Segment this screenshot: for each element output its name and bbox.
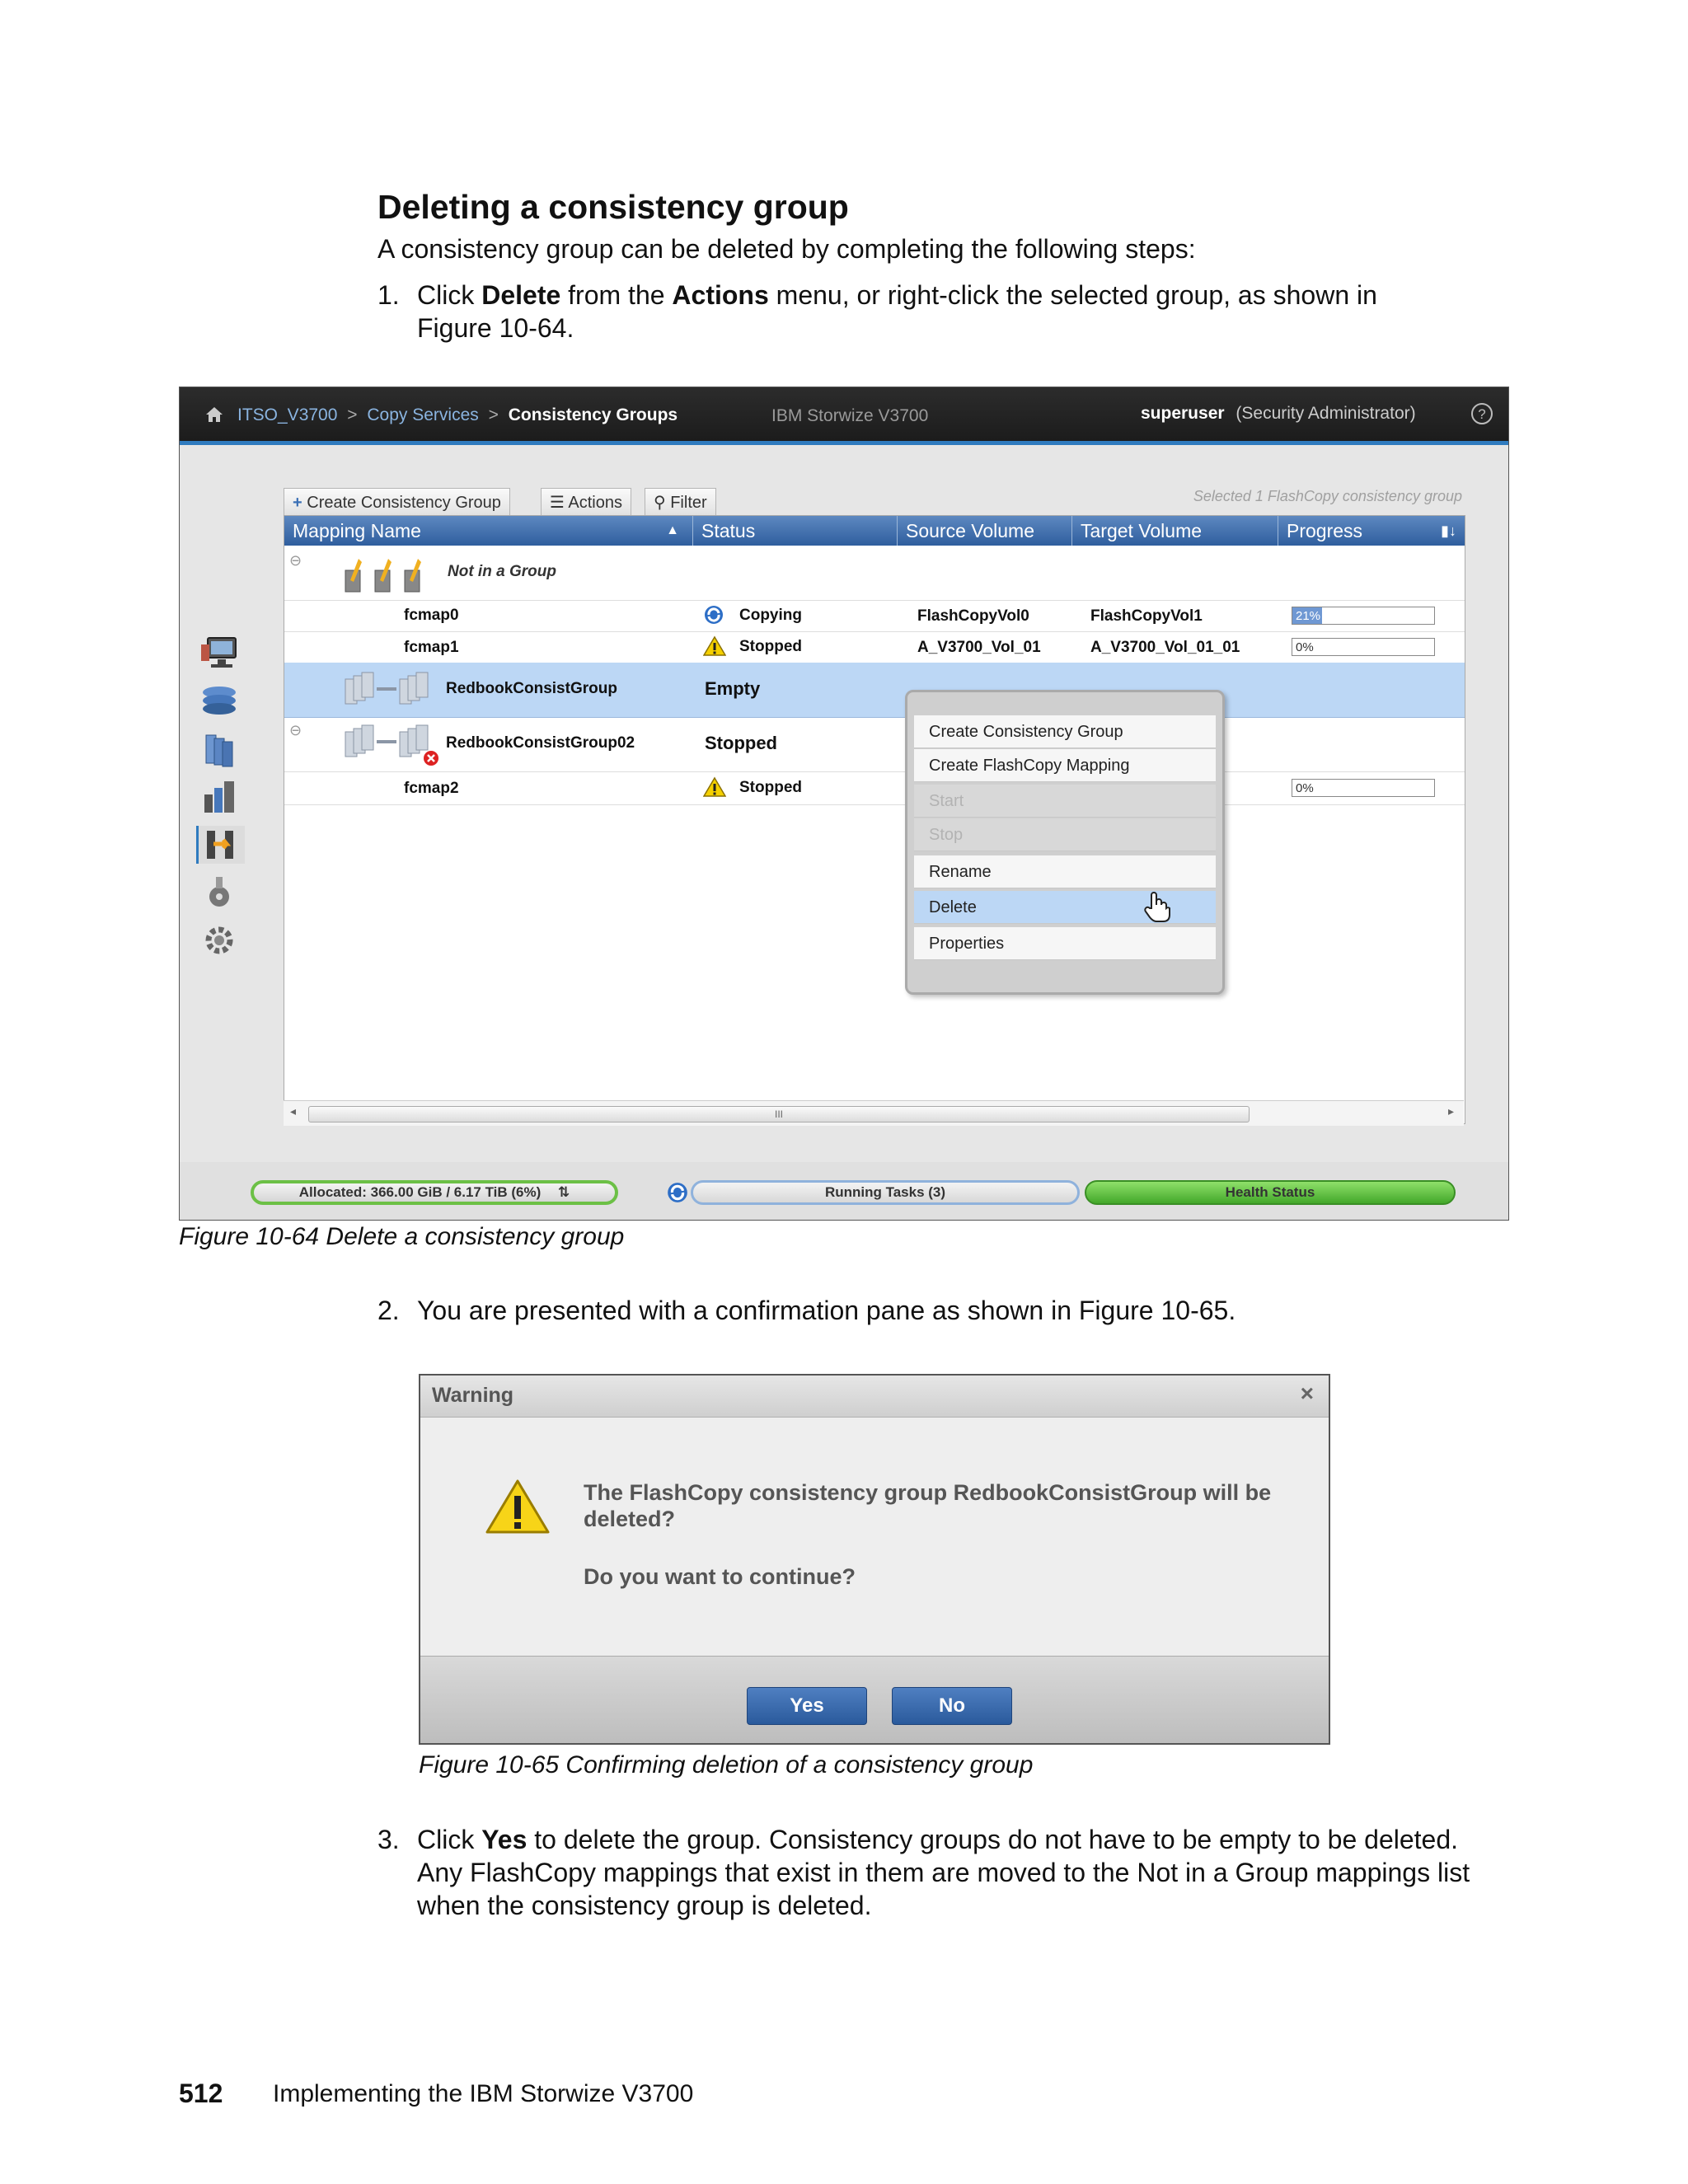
menu-item-delete[interactable]: Delete bbox=[914, 891, 1216, 924]
dialog-button-bar bbox=[420, 1656, 1329, 1744]
table-row-group-not-in-a-group[interactable] bbox=[284, 546, 1465, 601]
create-consistency-group-button[interactable]: + Create Consistency Group bbox=[284, 488, 510, 517]
top-bar bbox=[180, 387, 1508, 445]
help-icon[interactable] bbox=[1470, 402, 1493, 430]
dialog-question: Do you want to continue? bbox=[584, 1564, 856, 1589]
copy-services-icon[interactable] bbox=[196, 826, 245, 864]
menu-item-rename[interactable]: Rename bbox=[914, 855, 1216, 888]
scroll-thumb[interactable]: III bbox=[308, 1106, 1250, 1122]
book-title: Implementing the IBM Storwize V3700 bbox=[273, 2080, 694, 2107]
dialog-title: Warning bbox=[432, 1384, 514, 1407]
search-icon: ⚲ bbox=[654, 494, 666, 512]
mapping-status: Stopped bbox=[739, 638, 802, 655]
no-button[interactable]: No bbox=[892, 1687, 1012, 1725]
mapping-status: Stopped bbox=[739, 779, 802, 796]
collapse-icon[interactable]: ⊖ bbox=[289, 722, 302, 738]
table-row-fcmap0[interactable] bbox=[284, 600, 1465, 632]
svg-text:?: ? bbox=[1478, 406, 1486, 422]
settings-icon[interactable] bbox=[196, 921, 242, 959]
horizontal-scrollbar[interactable] bbox=[284, 1100, 1464, 1126]
product-name: IBM Storwize V3700 bbox=[771, 406, 929, 425]
hand-cursor-icon bbox=[1143, 890, 1171, 927]
scroll-left-icon[interactable]: ◂ bbox=[290, 1104, 297, 1118]
warning-icon bbox=[485, 1478, 551, 1540]
mapping-name: fcmap1 bbox=[404, 639, 459, 656]
source-volume: A_V3700_Vol_01 bbox=[917, 639, 1041, 656]
column-header-progress[interactable]: Progress ▮↓ bbox=[1278, 516, 1465, 546]
menu-item-stop[interactable]: Stop bbox=[914, 818, 1216, 851]
progress-bar bbox=[1292, 607, 1435, 625]
hosts-icon[interactable] bbox=[196, 778, 242, 816]
warning-icon bbox=[703, 635, 726, 662]
consistency-group-icon bbox=[342, 671, 433, 714]
breadcrumb-consistency-groups: Consistency Groups bbox=[508, 405, 678, 424]
grid-header bbox=[284, 516, 1465, 546]
step-1-text-line2: Figure 10-64. bbox=[417, 313, 574, 343]
table-row-fcmap1[interactable] bbox=[284, 631, 1465, 663]
breadcrumb-copy-services[interactable]: Copy Services bbox=[367, 405, 479, 424]
home-icon[interactable] bbox=[204, 405, 224, 429]
list-icon: ☰ bbox=[550, 494, 565, 512]
dialog-message-line2: deleted? bbox=[584, 1507, 676, 1531]
table-row-fcmap2[interactable] bbox=[284, 771, 1465, 805]
sort-ascending-icon: ▲ bbox=[666, 523, 679, 537]
consistency-group-grid bbox=[284, 515, 1465, 1124]
step-1-text: Click Delete from the Actions menu, or right-click the selected group, as shown in bbox=[417, 280, 1377, 310]
progress-bar bbox=[1292, 779, 1435, 797]
dialog-message bbox=[584, 1479, 1271, 1590]
health-status-bar[interactable]: Health Status bbox=[1085, 1180, 1456, 1205]
target-volume: FlashCopyVol1 bbox=[1090, 607, 1203, 625]
group-name: Not in a Group bbox=[448, 563, 556, 580]
dialog-message-line1: The FlashCopy consistency group RedbookConsistGroup will be bbox=[584, 1480, 1272, 1505]
group-name: RedbookConsistGroup bbox=[446, 680, 617, 697]
swap-icon: ⇅ bbox=[558, 1184, 570, 1200]
progress-bar bbox=[1292, 638, 1435, 656]
yes-button[interactable]: Yes bbox=[747, 1687, 867, 1725]
source-volume: FlashCopyVol0 bbox=[917, 607, 1029, 625]
figure-10-65-warning-dialog bbox=[419, 1374, 1330, 1745]
table-row-group-redbookconsistgroup[interactable] bbox=[284, 663, 1465, 718]
running-tasks-bar[interactable]: Running Tasks (3) bbox=[691, 1180, 1080, 1205]
page-number: 512 bbox=[179, 2079, 223, 2108]
group-name: RedbookConsistGroup02 bbox=[446, 734, 635, 752]
progress-label: 0% bbox=[1296, 781, 1314, 795]
progress-label: 21% bbox=[1296, 609, 1321, 623]
intro-paragraph: A consistency group can be deleted by completing the following steps: bbox=[377, 234, 1196, 264]
allocated-capacity-bar[interactable]: Allocated: 366.00 GiB / 6.17 TiB (6%) ⇅ bbox=[251, 1180, 618, 1205]
target-volume: A_V3700_Vol_01_01 bbox=[1090, 639, 1240, 656]
user-info[interactable] bbox=[1141, 404, 1416, 424]
figure-10-64-screenshot bbox=[179, 387, 1509, 1221]
figure-10-64-caption: Figure 10-64 Delete a consistency group bbox=[179, 1223, 625, 1250]
breadcrumb-separator: > bbox=[347, 405, 358, 424]
user-role: (Security Administrator) bbox=[1236, 404, 1416, 423]
table-row-group-redbookconsistgroup02[interactable] bbox=[284, 717, 1465, 772]
mapping-status: Copying bbox=[739, 607, 802, 624]
group-status: Stopped bbox=[705, 733, 777, 753]
monitoring-icon[interactable] bbox=[196, 635, 242, 673]
mapping-group-icon bbox=[342, 555, 438, 600]
access-icon[interactable] bbox=[196, 874, 242, 912]
close-icon[interactable]: × bbox=[1300, 1380, 1314, 1406]
user-name: superuser bbox=[1141, 404, 1225, 423]
dialog-title-bar bbox=[420, 1376, 1329, 1418]
context-menu bbox=[905, 690, 1225, 995]
consistency-group-stopped-icon bbox=[342, 724, 439, 771]
figure-10-65-caption: Figure 10-65 Confirming deletion of a consistency group bbox=[419, 1751, 1034, 1779]
volumes-icon[interactable] bbox=[196, 730, 242, 768]
step-3-text-line3: when the consistency group is deleted. bbox=[417, 1891, 872, 1920]
copying-status-icon bbox=[703, 604, 724, 630]
section-heading: Deleting a consistency group bbox=[377, 188, 849, 226]
column-chooser-icon[interactable]: ▮↓ bbox=[1441, 523, 1456, 539]
pools-icon[interactable] bbox=[196, 682, 242, 720]
scroll-right-icon[interactable]: ▸ bbox=[1447, 1104, 1454, 1118]
running-tasks-icon bbox=[666, 1181, 689, 1208]
group-status: Empty bbox=[705, 678, 761, 699]
step-2-text: You are presented with a confirmation pane as shown in Figure 10-65. bbox=[417, 1296, 1236, 1325]
menu-item-start[interactable]: Start bbox=[914, 785, 1216, 818]
warning-icon bbox=[703, 776, 726, 803]
column-header-source-volume[interactable]: Source Volume bbox=[898, 516, 1072, 546]
column-header-mapping-name[interactable]: Mapping Name ▲ bbox=[284, 516, 693, 546]
breadcrumb-separator: > bbox=[488, 405, 499, 424]
left-navigation bbox=[196, 635, 254, 969]
step-1-number: 1. bbox=[377, 280, 400, 310]
step-3-text: Click Yes to delete the group. Consistency groups do not have to be empty to be deleted. bbox=[417, 1825, 1459, 1854]
progress-label: 0% bbox=[1296, 640, 1314, 654]
plus-icon: + bbox=[293, 494, 302, 512]
selection-info: Selected 1 FlashCopy consistency group bbox=[1193, 488, 1462, 504]
breadcrumb-system[interactable]: ITSO_V3700 bbox=[237, 405, 338, 424]
actions-button[interactable]: ☰ Actions bbox=[541, 488, 631, 517]
collapse-icon[interactable]: ⊖ bbox=[289, 552, 302, 569]
filter-button[interactable]: ⚲ Filter bbox=[645, 488, 716, 517]
mapping-name: fcmap0 bbox=[404, 607, 459, 624]
menu-item-properties[interactable]: Properties bbox=[914, 927, 1216, 960]
status-footer bbox=[180, 1162, 1508, 1220]
step-3-text-line2: Any FlashCopy mappings that exist in them are moved to the Not in a Group mappings list bbox=[417, 1858, 1470, 1887]
column-header-status[interactable]: Status bbox=[693, 516, 898, 546]
step-3-number: 3. bbox=[377, 1825, 400, 1854]
menu-item-create-flashcopy-mapping[interactable]: Create FlashCopy Mapping bbox=[914, 749, 1216, 782]
step-2-number: 2. bbox=[377, 1296, 400, 1325]
column-header-target-volume[interactable]: Target Volume bbox=[1072, 516, 1278, 546]
breadcrumb bbox=[237, 405, 678, 425]
mapping-name: fcmap2 bbox=[404, 780, 459, 797]
menu-item-create-consistency-group[interactable]: Create Consistency Group bbox=[914, 715, 1216, 748]
